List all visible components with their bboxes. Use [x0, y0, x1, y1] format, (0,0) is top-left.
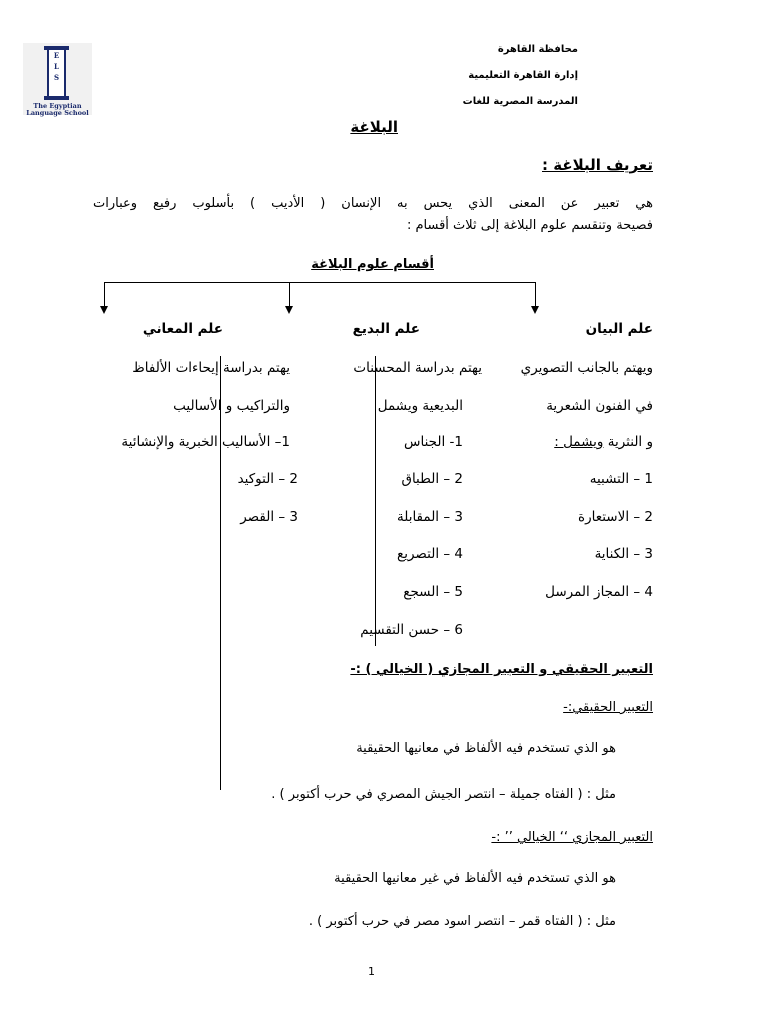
arrow-line [104, 282, 105, 308]
column-line: يهتم بدراسة المحسنات [353, 360, 482, 376]
list-item: 1 – التشبيه [589, 471, 653, 487]
real-expression-example: مثل : ( الفتاه جميلة – انتصر الجيش المصري في حرب أكتوبر ) . [271, 787, 616, 802]
arrow-line [289, 282, 290, 308]
list-item: 3 – المقابلة [396, 509, 463, 525]
column-text-underlined: ويشمل : [554, 434, 604, 450]
column-heading: علم البديع [352, 321, 420, 337]
column-line: والتراكيب و الأساليب [173, 398, 290, 414]
diagram-title: أقسام علوم البلاغة [311, 257, 434, 272]
header-governorate: محافظة القاهرة [497, 44, 578, 55]
column-line: البديعية ويشمل [377, 398, 463, 414]
logo-text-2: Language School [26, 109, 89, 117]
list-item: 3 – الكناية [594, 546, 653, 562]
list-item: 6 – حسن التقسيم [360, 622, 463, 638]
definition-heading: تعريف البلاغة : [542, 156, 653, 174]
arrow-down-icon [531, 306, 539, 314]
header-administration: إدارة القاهرة التعليمية [468, 70, 578, 81]
list-item: 3 – القصر [240, 509, 298, 525]
list-item: 5 – السجع [403, 584, 463, 600]
page-number: 1 [368, 965, 375, 978]
definition-line-2: فصيحة وتنقسم علوم البلاغة إلى ثلاث أقسام : [406, 218, 653, 233]
list-item: 2 – التوكيد [237, 471, 298, 487]
logo-letter: L [54, 62, 59, 71]
logo-letter: S [53, 73, 60, 82]
arrow-line [535, 282, 536, 308]
list-item: 4 – المجاز المرسل [545, 584, 653, 600]
list-item: 2 – الطباق [401, 471, 463, 487]
arrow-down-icon [285, 306, 293, 314]
logo-text-1: The Egyptian [33, 102, 82, 110]
figurative-expression-heading: التعبير المجازي ‘‘ الخيالي ’’ :- [491, 830, 653, 845]
definition-line-1: هي تعبير عن المعنى الذي يحس به الإنسان ( الأديب ) بأسلوب رفيع وعبارات [93, 196, 653, 211]
page-title: البلاغة [350, 118, 398, 136]
section2-heading: التعبير الحقيقي و التعبير المجازي ( الخيالي ) :- [350, 662, 653, 677]
column-line: يهتم بدراسة إيحاءات الألفاظ [132, 360, 290, 376]
column-line [554, 434, 653, 450]
pillar-icon [47, 48, 66, 98]
column-heading: علم المعاني [142, 321, 223, 337]
school-logo [23, 43, 92, 115]
list-item: 4 – التصريع [397, 546, 463, 562]
arrow-down-icon [100, 306, 108, 314]
list-item: 1– الأساليب الخبرية والإنشائية [121, 434, 290, 450]
logo-letter: E [53, 51, 60, 60]
column-heading: علم البيان [585, 321, 653, 337]
figurative-expression-definition: هو الذي تستخدم فيه الألفاظ في غير معانيها الحقيقية [334, 871, 616, 886]
list-item: 1- الجناس [403, 434, 463, 450]
column-text: و النثرية [603, 434, 653, 450]
column-line: ويهتم بالجانب التصويري [520, 360, 653, 376]
vertical-rule [220, 356, 221, 790]
vertical-rule [375, 356, 376, 646]
real-expression-definition: هو الذي تستخدم فيه الألفاظ في معانيها الحقيقية [356, 741, 616, 756]
diagram-connector [104, 282, 536, 283]
figurative-expression-example: مثل : ( الفتاه قمر – انتصر اسود مصر في حرب أكتوبر ) . [308, 914, 616, 929]
list-item: 2 – الاستعارة [578, 509, 653, 525]
header-school: المدرسة المصرية للغات [462, 96, 578, 107]
real-expression-heading: التعبير الحقيقي:- [563, 700, 653, 715]
column-line: في الفنون الشعرية [546, 398, 653, 414]
